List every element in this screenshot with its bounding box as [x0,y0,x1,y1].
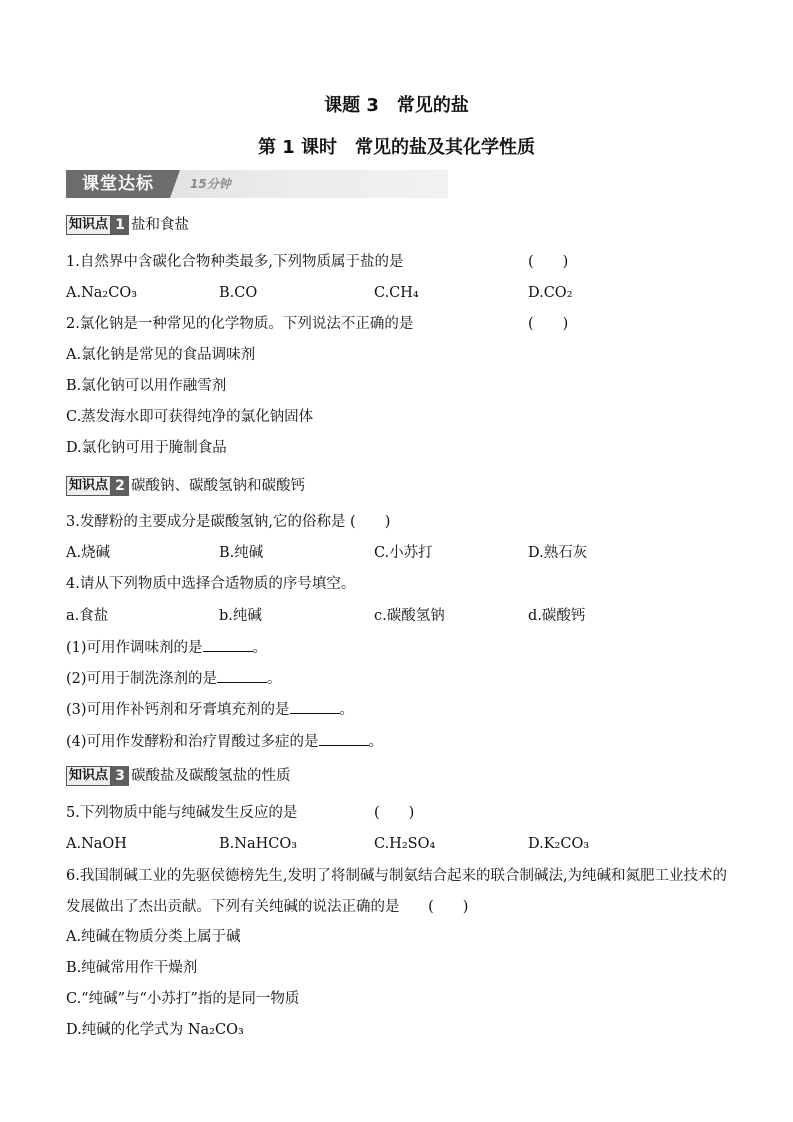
knowledge-point-3 [66,766,291,786]
question-2-option-b: B.氯化钠可以用作融雪剂 [66,378,227,394]
answer-blank[interactable] [290,699,340,714]
section-banner [66,170,448,198]
knowledge-point-number: 3 [111,766,129,786]
item-suffix: 。 [339,702,355,718]
question-3-option-c: C.小苏打 [374,545,433,561]
answer-blank[interactable] [217,668,267,683]
lesson-title: 课题 3 常见的盐 [324,95,469,116]
question-1-option-b: B.CO [219,285,258,301]
question-5-option-b: B.NaHCO₃ [219,836,298,852]
question-2-stem: 2.氯化钠是一种常见的化学物质。下列说法不正确的是 [66,316,414,332]
item-suffix: 。 [368,734,384,750]
question-4-option-c: c.碳酸氢钠 [374,608,445,624]
item-prefix: (4)可用作发酵粉和治疗胃酸过多症的是 [66,734,319,750]
lesson-subtitle: 第 1 课时 常见的盐及其化学性质 [257,137,536,158]
knowledge-point-title: 盐和食盐 [131,217,190,233]
question-4-item-2 [66,668,282,689]
question-6-option-b: B.纯碱常用作干燥剂 [66,960,198,976]
question-4-option-d: d.碳酸钙 [528,608,586,624]
question-2-option-d: D.氯化钠可用于腌制食品 [66,440,227,456]
knowledge-point-number: 1 [111,215,129,235]
question-1-stem: 1.自然界中含碳化合物种类最多,下列物质属于盐的是 [66,254,404,270]
question-2-answer-paren: ( ) [528,316,569,332]
question-5-option-a: A.NaOH [66,836,127,852]
item-prefix: (3)可用作补钙剂和牙膏填充剂的是 [66,702,290,718]
question-5-answer-paren: ( ) [374,805,415,821]
knowledge-point-2 [66,476,305,496]
question-4-option-b: b.纯碱 [219,608,262,624]
knowledge-point-title: 碳酸盐及碳酸氢盐的性质 [131,768,291,784]
question-1-option-a: A.Na₂CO₃ [66,285,138,301]
question-6-option-d: D.纯碱的化学式为 Na₂CO₃ [66,1022,244,1038]
answer-blank[interactable] [319,731,369,746]
knowledge-point-label: 知识点 [66,766,111,786]
knowledge-point-label: 知识点 [66,215,111,235]
question-4-option-a: a.食盐 [66,608,109,624]
question-6-stem-block [66,861,734,923]
knowledge-point-number: 2 [111,476,129,496]
question-6-answer-paren: ( ) [428,899,469,915]
question-1-answer-paren: ( ) [528,254,569,270]
question-1-option-d: D.CO₂ [528,285,573,301]
question-3-option-b: B.纯碱 [219,545,264,561]
item-prefix: (2)可用于制洗涤剂的是 [66,671,218,687]
question-4-item-4 [66,731,383,752]
item-suffix: 。 [267,671,282,687]
question-2-option-a: A.氯化钠是常见的食品调味剂 [66,347,256,363]
question-3-option-d: D.熟石灰 [528,545,588,561]
question-5-option-d: D.K₂CO₃ [528,836,590,852]
question-4-stem: 4.请从下列物质中选择合适物质的序号填空。 [66,576,356,592]
question-6-option-c: C.“纯碱”与“小苏打”指的是同一物质 [66,991,300,1007]
question-2-option-c: C.蒸发海水即可获得纯净的氯化钠固体 [66,409,314,425]
item-suffix: 。 [252,640,268,656]
question-4-item-1 [66,637,267,658]
question-3-stem: 3.发酵粉的主要成分是碳酸氢钠,它的俗称是 ( ) [66,514,391,530]
question-6-option-a: A.纯碱在物质分类上属于碱 [66,929,241,945]
question-4-item-3 [66,699,354,720]
banner-label: 课堂达标 [66,170,170,198]
banner-slash-decoration [170,170,180,198]
answer-blank[interactable] [203,637,253,652]
knowledge-point-1 [66,215,189,235]
banner-time: 15分钟 [190,177,231,191]
question-5-stem: 5.下列物质中能与纯碱发生反应的是 [66,805,298,821]
item-prefix: (1)可用作调味剂的是 [66,640,203,656]
question-1-option-c: C.CH₄ [374,285,419,301]
knowledge-point-title: 碳酸钠、碳酸氢钠和碳酸钙 [131,478,306,494]
question-5-option-c: C.H₂SO₄ [374,836,436,852]
knowledge-point-label: 知识点 [66,476,111,496]
question-6-stem: 6.我国制碱工业的先驱侯德榜先生,发明了将制碱与制氨结合起来的联合制碱法,为纯碱和氮肥工业技术的发展做出了杰出贡献。下列有关纯碱的说法正确的是 [66,868,728,915]
question-3-option-a: A.烧碱 [66,545,111,561]
